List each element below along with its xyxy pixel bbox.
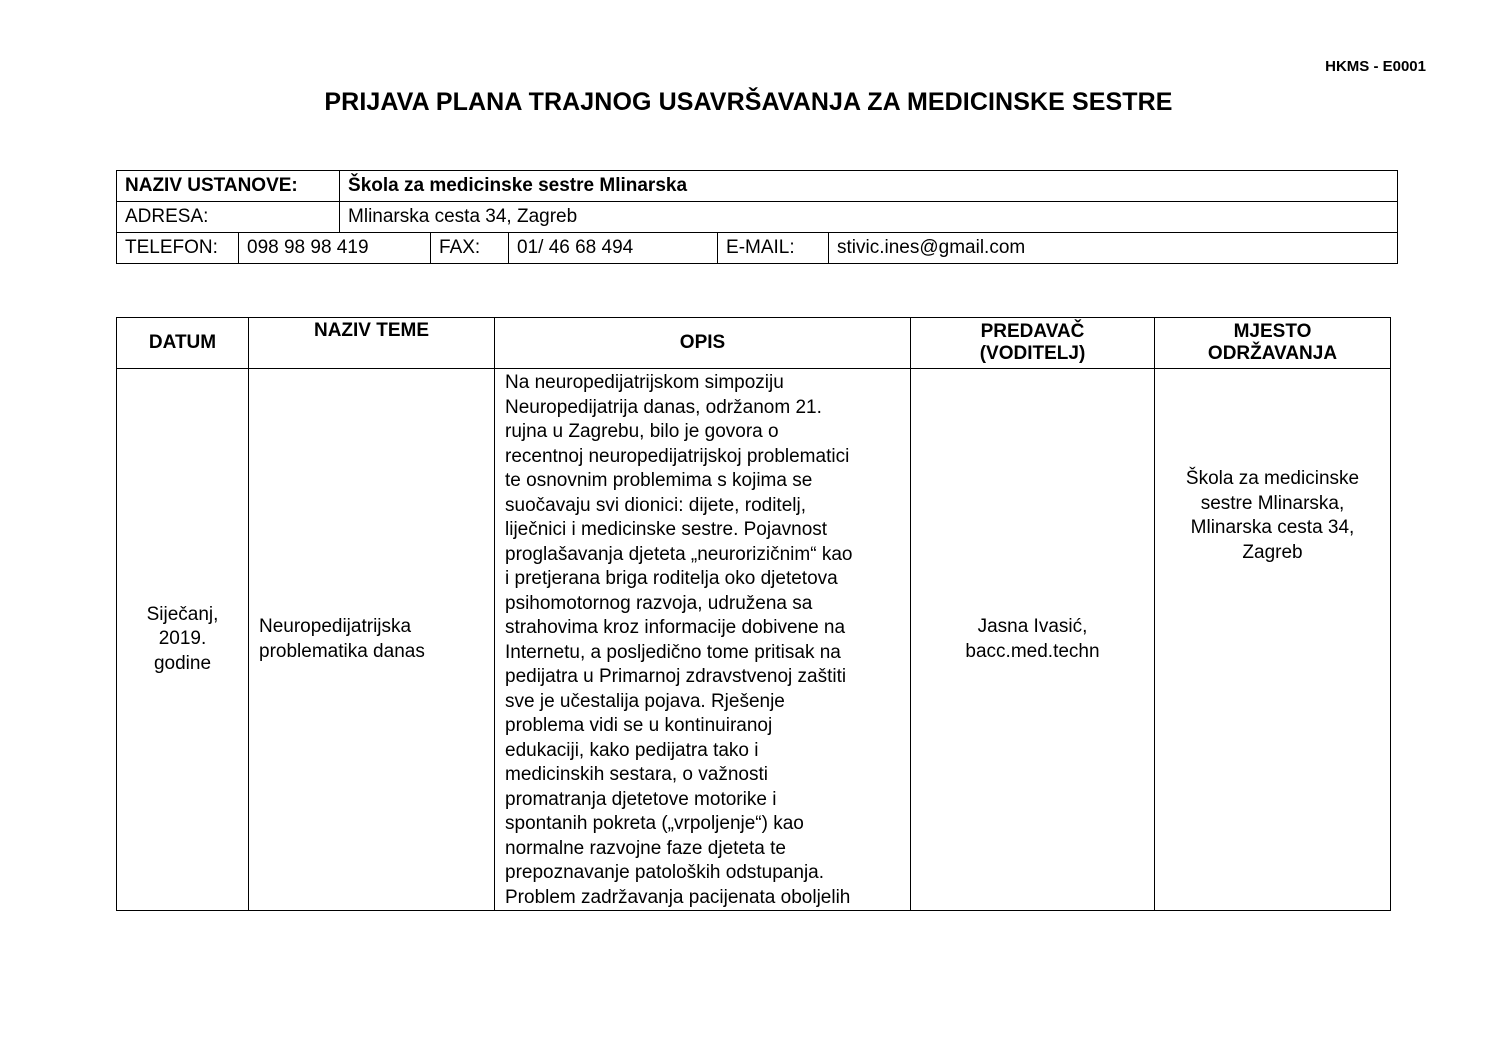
column-header-mjesto — [1155, 318, 1391, 369]
column-header-naziv-teme: NAZIV TEME — [249, 318, 495, 369]
phone-value: 098 98 98 419 — [239, 233, 431, 264]
naziv-teme-value: Neuropedijatrijska problematika danas — [259, 616, 425, 662]
email-label: E-MAIL: — [718, 233, 829, 264]
cell-predavac — [911, 369, 1155, 911]
address-label: ADRESA: — [117, 202, 340, 233]
mjesto-value: Škola za medicinske sestre Mlinarska, Mlinarska cesta 34, Zagreb — [1185, 468, 1360, 563]
plan-header-row — [117, 318, 1391, 369]
institution-name-value: Škola za medicinske sestre Mlinarska — [340, 171, 1398, 202]
predavac-value: Jasna Ivasić, bacc.med.techn — [965, 616, 1100, 662]
form-code: HKMS - E0001 — [1325, 58, 1426, 75]
mjesto-header-line2: ODRŽAVANJA — [1207, 343, 1338, 364]
predavac-header-line2: (VODITELJ) — [979, 343, 1086, 364]
fax-value: 01/ 46 68 494 — [509, 233, 718, 264]
plan-table — [116, 317, 1391, 911]
cell-mjesto — [1155, 369, 1391, 911]
predavac-header-line1: PREDAVAČ — [980, 321, 1085, 342]
institution-name-label: NAZIV USTANOVE: — [117, 171, 340, 202]
column-header-opis: OPIS — [495, 318, 911, 369]
table-row — [117, 369, 1391, 911]
page-title: PRIJAVA PLANA TRAJNOG USAVRŠAVANJA ZA MEDICINSKE SESTRE — [324, 88, 1173, 116]
institution-address-row — [117, 202, 1398, 233]
phone-label: TELEFON: — [117, 233, 239, 264]
institution-contact-row — [117, 233, 1398, 264]
cell-opis — [495, 369, 911, 911]
email-value: stivic.ines@gmail.com — [829, 233, 1398, 264]
datum-value: Siječanj, 2019. godine — [146, 603, 219, 674]
institution-table — [116, 170, 1398, 264]
column-header-predavac — [911, 318, 1155, 369]
opis-value: Na neuropedijatrijskom simpoziju Neuropedijatrija danas, održanom 21. rujna u Zagrebu, bilo je govora o recentnoj neuropedijatrijskoj problematici te osnovnim problemima s kojima se suočavaju svi dionici: dijete, roditelj, liječnici i medicinske sestre. Pojavnost proglašavanja djeteta „neurorizičnim“ kao i pretjerana briga roditelja oko djetetova psihomotornog razvoja, udružena sa strahovima kroz informacije dobivene na Internetu, a posljedično tome pritisak na pedijatra u Primarnoj zdravstvenoj zaštiti sve je učestalija pojava. Rješenje problema vidi se u kontinuiranoj edukaciji, kako pedijatra tako i medicinskih sestara, o važnosti promatranja djetetove motorike i spontanih pokreta („vrpoljenje“) kao normalne razvojne faze djeteta te prepoznavanje patoloških odstupanja. Problem zadržavanja pacijenata oboljelih — [505, 372, 853, 908]
institution-name-row — [117, 171, 1398, 202]
column-header-datum: DATUM — [117, 318, 249, 369]
cell-naziv-teme — [249, 369, 495, 911]
mjesto-header-line1: MJESTO — [1233, 321, 1312, 342]
address-value: Mlinarska cesta 34, Zagreb — [340, 202, 1398, 233]
cell-datum — [117, 369, 249, 911]
fax-label: FAX: — [431, 233, 509, 264]
